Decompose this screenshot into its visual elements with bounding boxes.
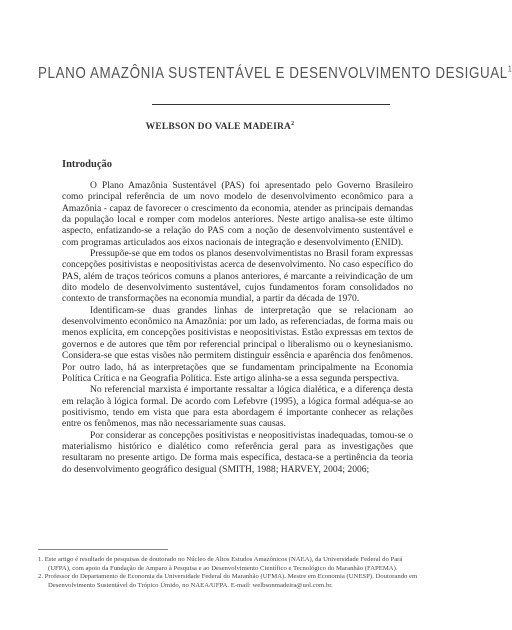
article-body (62, 180, 413, 475)
paragraph: O Plano Amazônia Sustentável (PAS) foi apresentado pelo Governo Brasileiro como principal referência de um novo modelo de desenvolvimento econômico para a Amazônia - capaz de favorecer o crescimento da economia, atender as principais demandas da população local e romper com modelos anteriores. Neste artigo analisa-se este último aspecto, enfatizando-se a relação do PAS com a noção de desenvolvimento sustentável e com programas articulados aos eixos nacionais de integração e desenvolvimento (ENID). (62, 180, 413, 248)
paragraph: Identificam-se duas grandes linhas de interpretação que se relacionam ao desenvolvimento econômico na Amazônia: por um lado, as referenciadas, de forma mais ou menos explícita, em concepções positivistas e neopositivistas. Estão expressas em textos de governos e de autores que têm por referencial principal o liberalismo ou o keynesianismo. Considera-se que estas visões não permitem distinguir essência e aparência dos fenômenos. Por outro lado, há as interpretações que se fundamentam principalmente na Economia Política Crítica e na Geografia Política. Este artigo alinha-se a essa segunda perspectiva. (62, 304, 413, 384)
section-heading: Introdução (62, 159, 112, 170)
paragraph: Pressupõe-se que em todos os planos desenvolvimentistas no Brasil foram expressas concepções positivistas e neopositivistas acerca de desenvolvimento. No caso específico do PAS, além de traços teóricos comuns a planos anteriores, é marcante a reivindicação de um dito modelo de desenvolvimento sustentável, cujos fundamentos foram consolidados no contexto de transformações na economia mundial, a partir da década de 1970. (62, 248, 413, 305)
footnote: 1. Este artigo é resultado de pesquisas de doutorado no Núcleo de Altos Estudos Amazônicos (NAEA), da Universidade Federal do Pará (UFPA), com apoio da Fundação de Amparo à Pesquisa e ao Desenvolvimento Científico e Tecnológico do Maranhão (FAPEMA). (38, 556, 403, 572)
article-title-text: PLANO AMAZÔNIA SUSTENTÁVEL E DESENVOLVIMENTO DESIGUAL (38, 64, 508, 82)
author-name (0, 121, 440, 132)
title-divider (152, 104, 390, 105)
footnotes (38, 556, 418, 590)
author-footnote-marker[interactable]: 2 (291, 121, 295, 127)
paragraph: No referencial marxista é importante ressaltar a lógica dialética, e a diferença desta em relação à lógica formal. De acordo com Lefebvre (1995), a lógica formal adéqua-se ao positivismo, tendo em vista que para esta abordagem é importante conhecer as relações entre os fenômenos, mas não necessariamente suas causas. (62, 384, 413, 430)
title-footnote-marker[interactable]: 1 (507, 65, 512, 74)
paragraph: Por considerar as concepções positivistas e neopositivistas inadequadas, tomou-se o materialismo histórico e dialético como referência geral para as investigações que resultaram no presente artigo. De forma mais específica, destaca-se a pertinência da teoria do desenvolvimento geográfico desigual (SMITH, 1988; HARVEY, 2004; 2006; (62, 429, 413, 475)
author-name-text: WELBSON DO VALE MADEIRA (145, 122, 292, 133)
footnote: 2. Professor do Departamento de Economia da Universidade Federal do Maranhão (UFMA). Mestre em Economia (UNESP). Doutorando em Desenvolvimento Sustentável do Trópico Úmido, no NAEA/UFPA. E-mail: welbsonmadeira@uol.com.br. (38, 573, 418, 589)
article-title (38, 64, 512, 82)
footnote-divider (38, 549, 168, 550)
